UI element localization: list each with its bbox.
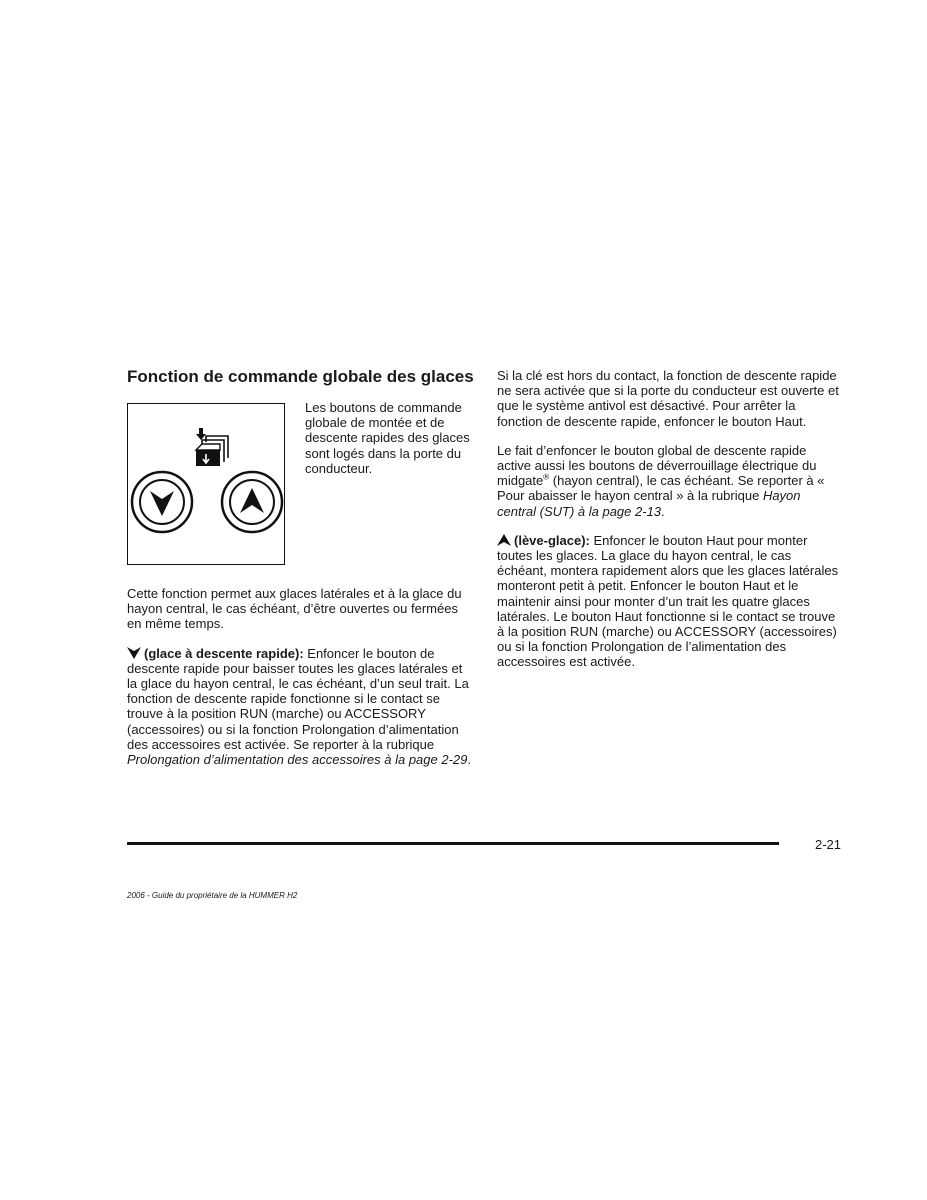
sentence-end: . (467, 752, 472, 768)
midgate-text-a: Le fait d’enfoncer le bouton global de descente rapide active aussi les boutons de déverrouillage électrique du midgate (497, 442, 817, 489)
window-up-button-icon (220, 470, 284, 534)
express-down-paragraph (127, 646, 473, 768)
window-stack-down-icon (192, 428, 234, 468)
midgate-paragraph (497, 443, 843, 519)
key-off-paragraph: Si la clé est hors du contact, la fonction de descente rapide ne sera activée que si la porte du conducteur est ouverte et que le système antivol est désactivé. Pour arrêter la fonction de descente rapide, enfoncer le bouton Haut. (497, 368, 839, 429)
page-number: 2-21 (815, 837, 842, 852)
window-up-label: (lève-glace): (514, 532, 590, 548)
express-down-reference: Prolongation d’alimentation des accessoires à la page 2-29 (127, 752, 468, 768)
page-title: Fonction de commande globale des glaces (127, 367, 474, 386)
intro-paragraph: Cette fonction permet aux glaces latérales et à la glace du hayon central, le cas échéant, d’être ouvertes ou fermées en même temps. (127, 586, 462, 632)
registered-mark: ® (543, 472, 550, 482)
window-control-figure (127, 403, 285, 565)
figure-caption: Les boutons de commande globale de montée et de descente rapides des glaces sont logés dans la porte du conducteur. (305, 400, 470, 476)
right-column (497, 368, 843, 684)
window-up-text: Enfoncer le bouton Haut pour monter toutes les glaces. La glace du hayon central, le cas échéant, montera rapidement alors que les glaces latérales monteront petit à petit. Enfoncer le bouton Haut et le maintenir ainsi pour monter d’un trait les quatre glaces latérales. Le bouton Haut fonctionne si le contact se trouve à la position RUN (marche) ou ACCESSORY (accessoires) ou si la fonction Prolongation de l’alimentation des accessoires est activée. (497, 532, 839, 670)
midgate-reference: Hayon central (SUT) à la page 2-13 (497, 488, 801, 519)
footer-text: 2006 - Guide du propriétaire de la HUMMER H2 (127, 891, 298, 900)
down-arrow-icon (127, 646, 141, 660)
footer-rule (127, 842, 779, 845)
up-arrow-icon (497, 533, 511, 547)
left-column (127, 586, 473, 781)
express-down-text: Enfoncer le bouton de descente rapide pour baisser toutes les glaces latérales et la glace du hayon central, le cas échéant, d’un seul trait. La fonction de descente rapide fonctionne si le contact se trouve à la position RUN (marche) ou ACCESSORY (accessoires) ou si la fonction Prolongation d’alimentation des accessoires est activée. Se reporter à la rubrique (127, 645, 469, 752)
express-down-label: (glace à descente rapide): (144, 645, 304, 661)
window-up-paragraph (497, 533, 843, 670)
window-down-button-icon (130, 470, 194, 534)
midgate-text-b: (hayon central), le cas échéant. Se reporter à « Pour abaisser le hayon central » à la rubrique (497, 473, 825, 504)
sentence-end: . (661, 503, 665, 519)
